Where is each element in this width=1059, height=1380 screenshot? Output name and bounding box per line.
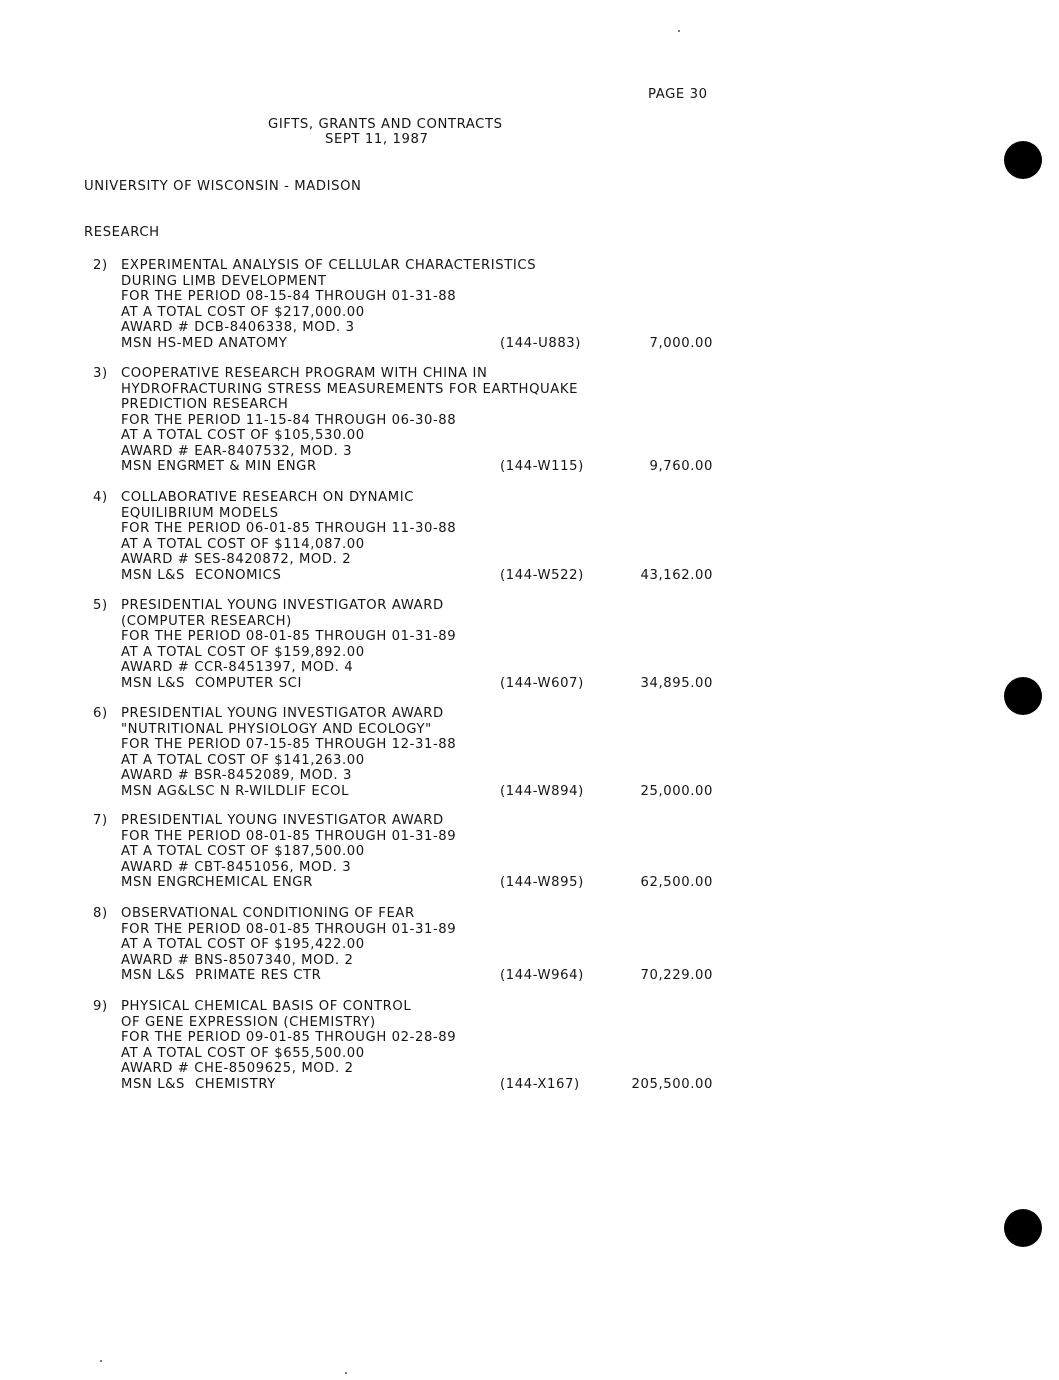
entry-department: MET & MIN ENGR [195,459,317,474]
entry-line: AWARD # CCR-8451397, MOD. 4 [121,660,354,675]
entry-department: ECONOMICS [195,567,282,583]
document-title: GIFTS, GRANTS AND CONTRACTS [268,117,503,132]
entry-line: EXPERIMENTAL ANALYSIS OF CELLULAR CHARACTERISTICS [121,258,537,273]
entry-line: PRESIDENTIAL YOUNG INVESTIGATOR AWARD [121,813,444,828]
entry-line: AT A TOTAL COST OF $114,087.00 [121,536,365,552]
entry-amount: 25,000.00 [640,783,713,799]
entry-line: FOR THE PERIOD 08-01-85 THROUGH 01-31-89 [121,828,457,844]
entry-number: 5) [93,598,108,613]
entry-number: 2) [93,258,108,273]
entry-line: AT A TOTAL COST OF $187,500.00 [121,844,365,859]
entry-line: COLLABORATIVE RESEARCH ON DYNAMIC [121,490,415,505]
entry-amount: 205,500.00 [631,1076,713,1092]
entry-campus: MSN L&S [121,968,186,983]
entry-line: AT A TOTAL COST OF $141,263.00 [121,752,365,768]
institution-name: UNIVERSITY OF WISCONSIN - MADISON [84,179,362,194]
entry-amount: 43,162.00 [640,567,713,583]
entry-number: 4) [93,490,108,505]
entry-line: PRESIDENTIAL YOUNG INVESTIGATOR AWARD [121,598,444,613]
entry-number: 9) [93,999,108,1014]
entry-number: 8) [93,906,108,921]
entry-line: AT A TOTAL COST OF $655,500.00 [121,1045,365,1061]
scan-speck [100,1360,102,1362]
entry-campus: MSN ENGR [121,875,198,890]
scan-speck [345,1372,347,1374]
entry-line: OF GENE EXPRESSION (CHEMISTRY) [121,1014,376,1030]
entry-campus: MSN L&S [121,1076,186,1092]
punch-hole [1004,141,1042,179]
entry-campus: MSN L&S [121,567,186,583]
scan-speck [678,30,680,32]
entry-line: PHYSICAL CHEMICAL BASIS OF CONTROL [121,999,412,1014]
entry-number: 3) [93,366,108,381]
page-number: PAGE 30 [648,87,708,102]
entry-line: EQUILIBRIUM MODELS [121,505,279,521]
entry-account: (144-W895) [500,875,584,890]
entry-department: PRIMATE RES CTR [195,968,322,983]
entry-account: (144-W115) [500,459,584,474]
entry-amount: 7,000.00 [649,335,713,351]
entry-line: AT A TOTAL COST OF $159,892.00 [121,644,365,660]
entry-amount: 9,760.00 [649,459,713,474]
entry-line: FOR THE PERIOD 08-15-84 THROUGH 01-31-88 [121,289,457,304]
entry-campus: MSN ENGR [121,459,198,474]
entry-line: COOPERATIVE RESEARCH PROGRAM WITH CHINA IN [121,366,488,381]
entry-line: AWARD # CBT-8451056, MOD. 3 [121,859,352,875]
entry-line: HYDROFRACTURING STRESS MEASUREMENTS FOR EARTHQUAKE [121,381,579,397]
entry-account: (144-W964) [500,968,584,983]
entry-line: FOR THE PERIOD 07-15-85 THROUGH 12-31-88 [121,737,457,752]
entry-account: (144-X167) [500,1076,580,1092]
entry-line: PRESIDENTIAL YOUNG INVESTIGATOR AWARD [121,706,444,721]
section-heading: RESEARCH [84,225,160,240]
entry-line: FOR THE PERIOD 06-01-85 THROUGH 11-30-88 [121,521,457,536]
entry-campus: MSN L&S [121,675,186,691]
entry-line: AT A TOTAL COST OF $217,000.00 [121,304,365,320]
entry-campus: MSN HS-MED ANATOMY [121,335,288,351]
document-date: SEPT 11, 1987 [325,132,429,147]
entry-amount: 70,229.00 [640,968,713,983]
punch-hole [1004,677,1042,715]
entry-line: PREDICTION RESEARCH [121,397,289,412]
entry-line: AWARD # EAR-8407532, MOD. 3 [121,443,353,459]
entry-line: (COMPUTER RESEARCH) [121,613,292,629]
entry-line: AWARD # SES-8420872, MOD. 2 [121,552,352,567]
entry-line: DURING LIMB DEVELOPMENT [121,273,327,289]
entry-line: AWARD # CHE-8509625, MOD. 2 [121,1061,354,1076]
entry-amount: 34,895.00 [640,675,713,691]
entry-campus: MSN AG&LSC N R-WILDLIF ECOL [121,783,350,799]
entry-number: 6) [93,706,108,721]
entry-line: AWARD # DCB-8406338, MOD. 3 [121,320,355,335]
entry-line: FOR THE PERIOD 09-01-85 THROUGH 02-28-89 [121,1030,457,1045]
entry-department: CHEMISTRY [195,1076,276,1092]
punch-hole [1004,1209,1042,1247]
entry-line: "NUTRITIONAL PHYSIOLOGY AND ECOLOGY" [121,721,432,737]
entry-amount: 62,500.00 [640,875,713,890]
entry-number: 7) [93,813,108,828]
entry-line: FOR THE PERIOD 08-01-85 THROUGH 01-31-89 [121,921,457,937]
entry-line: AT A TOTAL COST OF $105,530.00 [121,428,365,443]
entry-line: FOR THE PERIOD 11-15-84 THROUGH 06-30-88 [121,412,457,428]
entry-department: CHEMICAL ENGR [195,875,313,890]
entry-line: AT A TOTAL COST OF $195,422.00 [121,937,365,952]
entry-line: OBSERVATIONAL CONDITIONING OF FEAR [121,906,415,921]
entry-department: COMPUTER SCI [195,675,302,691]
entry-account: (144-W607) [500,675,584,691]
entry-line: FOR THE PERIOD 08-01-85 THROUGH 01-31-89 [121,629,457,644]
entry-account: (144-U883) [500,335,582,351]
entry-account: (144-W894) [500,783,584,799]
entry-account: (144-W522) [500,567,584,583]
entry-line: AWARD # BSR-8452089, MOD. 3 [121,768,352,783]
entry-line: AWARD # BNS-8507340, MOD. 2 [121,952,354,968]
